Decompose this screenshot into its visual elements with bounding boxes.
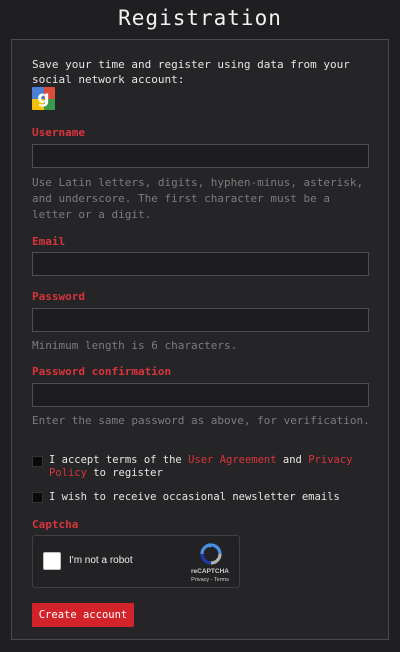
registration-panel — [11, 39, 389, 640]
password-input[interactable] — [32, 308, 369, 332]
newsletter-label: I wish to receive occasional newsletter emails — [49, 491, 340, 503]
email-input[interactable] — [32, 252, 369, 276]
password-confirmation-label: Password confirmation — [32, 365, 172, 378]
username-input[interactable] — [32, 144, 369, 168]
google-icon[interactable] — [32, 87, 55, 110]
password-confirmation-input[interactable] — [32, 383, 369, 407]
captcha-checkbox-label: I'm not a robot — [69, 555, 133, 566]
google-icon-letter: g — [37, 88, 50, 108]
username-help: Use Latin letters, digits, hyphen-minus, asterisk, and underscore. The first character must be a letter or a digit. — [32, 176, 364, 221]
create-account-button[interactable]: Create account — [32, 603, 134, 627]
privacy-policy-link[interactable]: Privacy Policy — [49, 454, 353, 479]
captcha-checkbox[interactable] — [43, 552, 61, 570]
recaptcha-widget — [32, 535, 240, 588]
password-label: Password — [32, 290, 85, 303]
user-agreement-link[interactable]: User Agreement — [188, 454, 277, 466]
recaptcha-terms[interactable]: Privacy - Terms — [191, 577, 229, 583]
newsletter-checkbox[interactable] — [32, 492, 43, 503]
terms-checkbox[interactable] — [32, 456, 43, 467]
password-help: Minimum length is 6 characters. — [32, 339, 238, 352]
recaptcha-icon — [199, 542, 223, 566]
password-confirmation-help: Enter the same password as above, for verification. — [32, 414, 370, 427]
captcha-label: Captcha — [32, 518, 79, 531]
recaptcha-brand: reCAPTCHA — [191, 568, 229, 575]
username-label: Username — [32, 126, 85, 139]
page-title: Registration — [118, 6, 282, 30]
social-login-intro: Save your time and register using data from your social network account: — [32, 58, 350, 86]
email-label: Email — [32, 235, 66, 248]
terms-text: I accept terms of the User Agreement and Privacy Policy to register — [49, 454, 353, 479]
